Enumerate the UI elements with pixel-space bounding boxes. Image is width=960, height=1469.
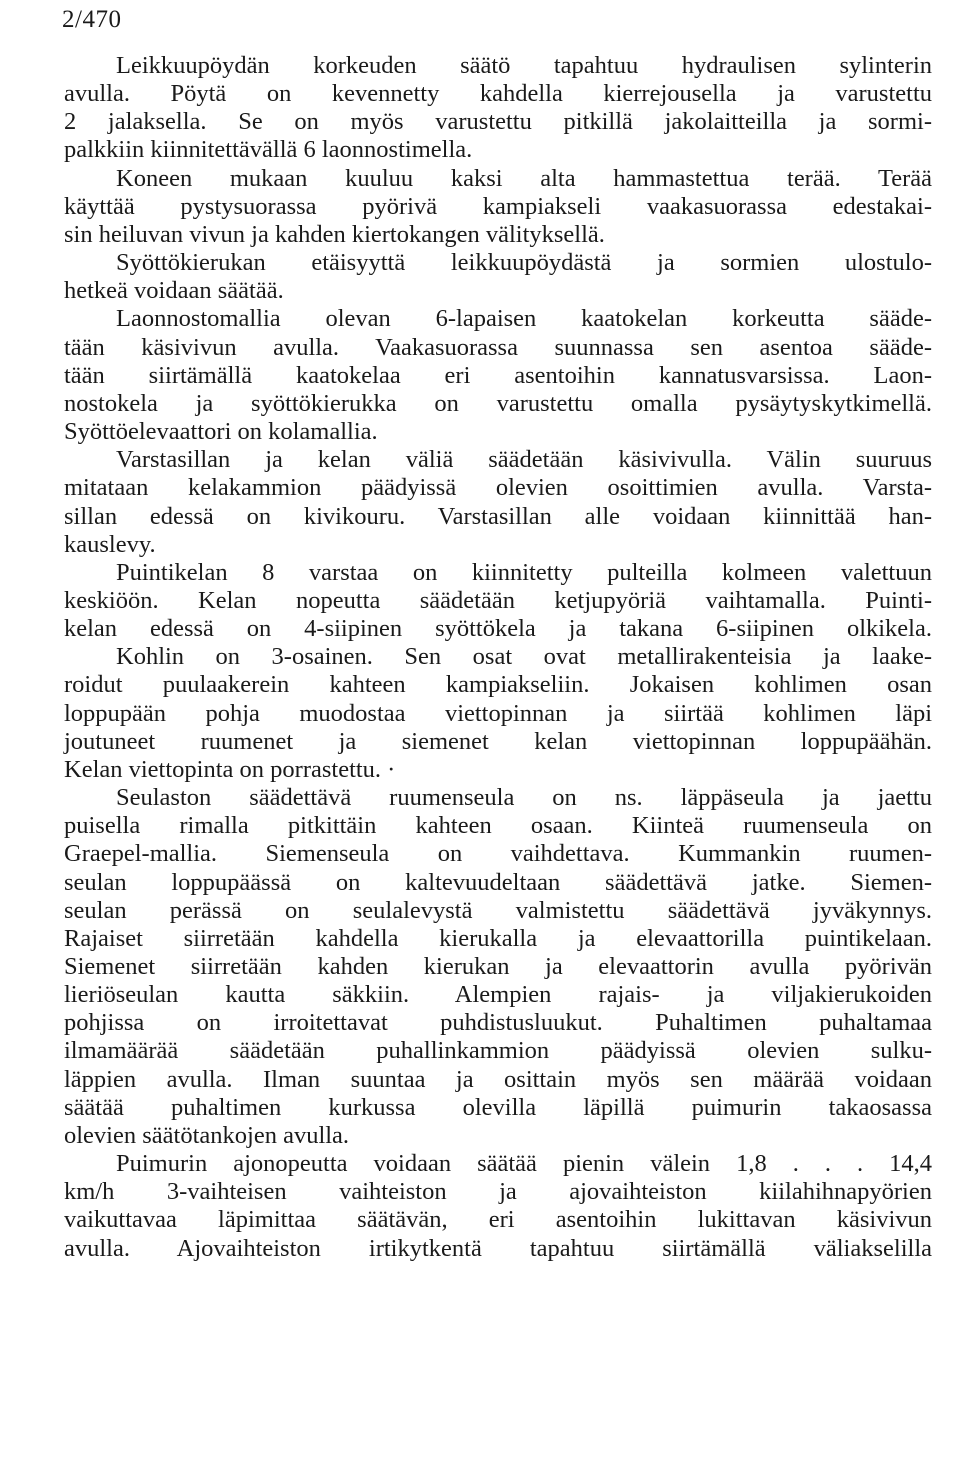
text-line: keskiöön. Kelan nopeutta säädetään ketjupyöriä vaihtamalla. Puinti- bbox=[64, 586, 932, 614]
text-line: kauslevy. bbox=[64, 530, 156, 558]
text-line: tään siirtämällä kaatokelaa eri asentoihin kannatusvarsissa. Laon- bbox=[64, 361, 932, 389]
text-line: lieriöseulan kautta säkkiin. Alempien rajais- ja viljakierukoiden bbox=[64, 981, 932, 1009]
text-line: seulan loppupäässä on kaltevuudeltaan säädettävä jatke. Siemen- bbox=[64, 868, 932, 896]
text-line: Puimurin ajonopeutta voidaan säätää pienin välein 1,8 . . . 14,4 bbox=[116, 1150, 932, 1178]
text-line: olevien säätötankojen avulla. bbox=[64, 1121, 350, 1149]
text-line: seulan perässä on seulalevystä valmistettu säädettävä jyväkynnys. bbox=[64, 896, 932, 924]
text-line: pohjissa on irroitettavat puhdistusluukut. Puhaltimen puhaltamaa bbox=[64, 1009, 932, 1037]
text-line: roidut puulaakerein kahteen kampiakseliin. Jokaisen kohlimen osan bbox=[64, 671, 932, 699]
text-line: hetkeä voidaan säätää. bbox=[64, 277, 284, 305]
text-line: Rajaiset siirretään kahdella kierukalla ja elevaattorilla puintikelaan. bbox=[64, 924, 932, 952]
text-line: Laonnostomallia olevan 6-lapaisen kaatokelan korkeutta sääde- bbox=[116, 305, 932, 333]
text-line: Syöttöelevaattori on kolamallia. bbox=[64, 418, 378, 446]
text-line: Kelan viettopinta on porrastettu. · bbox=[64, 755, 396, 783]
text-line: loppupään pohja muodostaa viettopinnan ja siirtää kohlimen läpi bbox=[64, 699, 932, 727]
text-line: ilmamäärää säädetään puhallinkammion päädyissä olevien sulku- bbox=[64, 1037, 932, 1065]
text-line: kelan edessä on 4-siipinen syöttökela ja takana 6-siipinen olkikela. bbox=[64, 615, 932, 643]
text-line: Koneen mukaan kuuluu kaksi alta hammastettua terää. Terää bbox=[116, 164, 932, 192]
text-line: tään käsivivun avulla. Vaakasuorassa suunnassa sen asentoa sääde- bbox=[64, 333, 932, 361]
text-line: sillan edessä on kivikouru. Varstasillan alle voidaan kiinnittää han- bbox=[64, 502, 932, 530]
body-text bbox=[64, 52, 932, 1263]
text-line: nostokela ja syöttökierukka on varustettu omalla pysäytyskytkimellä. bbox=[64, 389, 932, 417]
text-line: puisella rimalla pitkittäin kahteen osaan. Kiinteä ruumenseula on bbox=[64, 812, 932, 840]
text-line: Kohlin on 3-osainen. Sen osat ovat metallirakenteisia ja laake- bbox=[116, 643, 932, 671]
text-line: käyttää pystysuorassa pyörivä kampiakseli vaakasuorassa edestakai- bbox=[64, 192, 932, 220]
text-line: avulla. Ajovaihteiston irtikytkentä tapahtuu siirtämällä väliakselilla bbox=[64, 1234, 932, 1262]
page-number: 2/470 bbox=[62, 6, 122, 33]
text-line: Seulaston säädettävä ruumenseula on ns. läppäseula ja jaettu bbox=[116, 784, 932, 812]
text-line: Puintikelan 8 varstaa on kiinnitetty pulteilla kolmeen valettuun bbox=[116, 558, 932, 586]
text-line: Leikkuupöydän korkeuden säätö tapahtuu hydraulisen sylinterin bbox=[116, 52, 932, 79]
text-line: Syöttökierukan etäisyyttä leikkuupöydästä ja sormien ulostulo- bbox=[116, 249, 932, 277]
text-line: vaikuttavaa läpimittaa säätävän, eri asentoihin lukittavan käsivivun bbox=[64, 1206, 932, 1234]
text-line: läppien avulla. Ilman suuntaa ja osittain myös sen määrää voidaan bbox=[64, 1065, 932, 1093]
text-line: mitataan kelakammion päädyissä olevien osoittimien avulla. Varsta- bbox=[64, 474, 932, 502]
text-line: Varstasillan ja kelan väliä säädetään käsivivulla. Välin suuruus bbox=[116, 446, 932, 474]
text-line: avulla. Pöytä on kevennetty kahdella kierrejousella ja varustettu bbox=[64, 80, 932, 108]
text-line: sin heiluvan vivun ja kahden kiertokangen välityksellä. bbox=[64, 220, 605, 248]
text-line: km/h 3-vaihteisen vaihteiston ja ajovaihteiston kiilahihnapyörien bbox=[64, 1178, 932, 1206]
text-line: 2 jalaksella. Se on myös varustettu pitkillä jakolaitteilla ja sormi- bbox=[64, 108, 932, 136]
text-line: säätää puhaltimen kurkussa olevilla läpillä puimurin takaosassa bbox=[64, 1093, 932, 1121]
text-line: Siemenet siirretään kahden kierukan ja elevaattorin avulla pyörivän bbox=[64, 953, 932, 980]
text-line: joutuneet ruumenet ja siemenet kelan viettopinnan loppupäähän. bbox=[64, 727, 932, 755]
text-line: palkkiin kiinnitettävällä 6 laonnostimella. bbox=[64, 136, 473, 164]
text-line: Graepel-mallia. Siemenseula on vaihdettava. Kummankin ruumen- bbox=[64, 840, 932, 868]
